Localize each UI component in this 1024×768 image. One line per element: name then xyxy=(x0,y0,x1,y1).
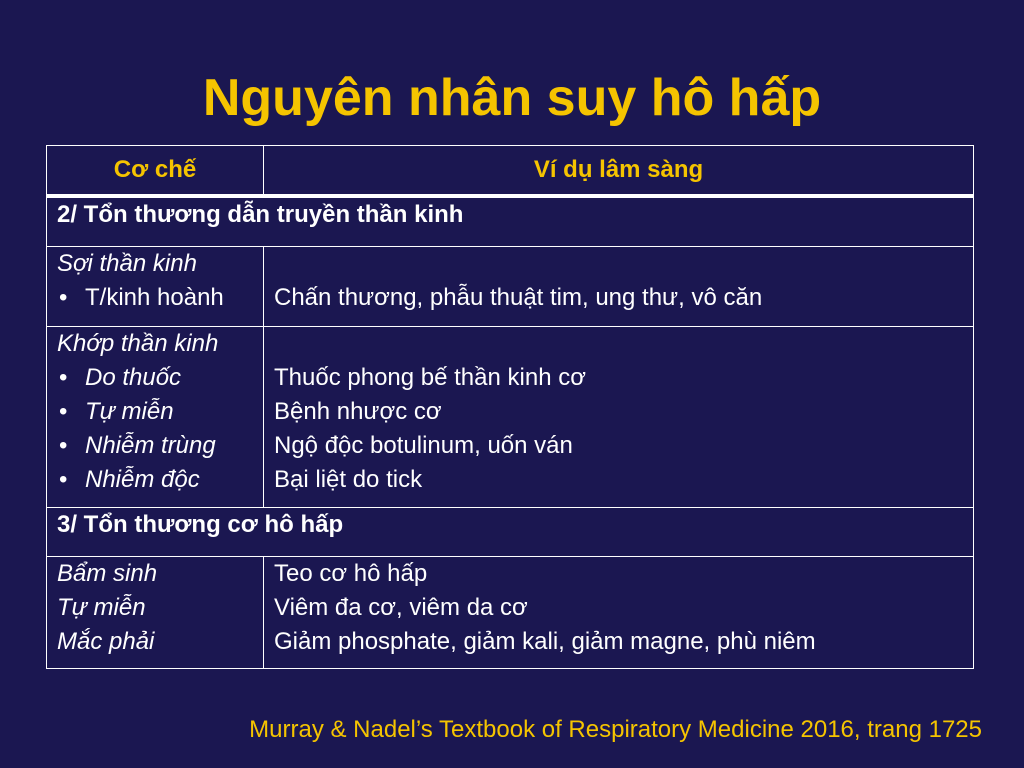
example-line: Ngộ độc botulinum, uốn ván xyxy=(274,432,573,459)
bullet-icon: • xyxy=(59,432,68,459)
table-row xyxy=(47,327,974,508)
bullet-icon: • xyxy=(59,284,68,311)
mechanism-item: • Nhiễm trùng xyxy=(57,429,253,463)
mechanism-item: • Tự miễn xyxy=(57,395,253,429)
section-row xyxy=(47,508,974,557)
citation-footer: Murray & Nadel’s Textbook of Respiratory Medicine 2016, trang 1725 xyxy=(249,716,982,743)
mechanism-cell xyxy=(47,247,264,327)
mechanism-title: Khớp thần kinh xyxy=(57,330,219,357)
example-line: Viêm đa cơ, viêm da cơ xyxy=(274,594,528,621)
example-line: Bại liệt do tick xyxy=(274,466,423,493)
mechanism-cell xyxy=(47,557,264,669)
mechanism-item: Bẩm sinh xyxy=(57,560,158,587)
section-3-heading: 3/ Tổn thương cơ hô hấp xyxy=(47,508,974,557)
example-line: Thuốc phong bế thần kinh cơ xyxy=(274,364,586,391)
example-line: Giảm phosphate, giảm kali, giảm magne, phù niêm xyxy=(274,628,816,655)
section-row xyxy=(47,196,974,247)
examples-cell xyxy=(264,327,974,508)
example-line: Chấn thương, phẫu thuật tim, ung thư, vô căn xyxy=(274,284,763,311)
examples-cell xyxy=(264,557,974,669)
examples-cell xyxy=(264,247,974,327)
table-header-row xyxy=(47,146,974,197)
example-line: Bệnh nhược cơ xyxy=(274,398,442,425)
mechanism-item: • Do thuốc xyxy=(57,361,253,395)
example-line: Teo cơ hô hấp xyxy=(274,560,428,587)
mechanism-item: • T/kinh hoành xyxy=(57,281,253,315)
causes-table xyxy=(46,145,974,669)
header-mechanism: Cơ chế xyxy=(47,146,264,197)
header-clinical-examples: Ví dụ lâm sàng xyxy=(264,146,974,197)
mechanism-item: Tự miễn xyxy=(57,594,146,621)
mechanism-item: Mắc phải xyxy=(57,628,155,655)
mechanism-title: Sợi thần kinh xyxy=(57,250,197,277)
slide-title: Nguyên nhân suy hô hấp xyxy=(202,69,822,127)
bullet-icon: • xyxy=(59,466,68,493)
table-row xyxy=(47,557,974,669)
bullet-icon: • xyxy=(59,364,68,391)
table-row xyxy=(47,247,974,327)
mechanism-item: • Nhiễm độc xyxy=(57,463,253,497)
bullet-icon: • xyxy=(59,398,68,425)
section-2-heading: 2/ Tổn thương dẫn truyền thần kinh xyxy=(47,196,974,247)
mechanism-cell xyxy=(47,327,264,508)
